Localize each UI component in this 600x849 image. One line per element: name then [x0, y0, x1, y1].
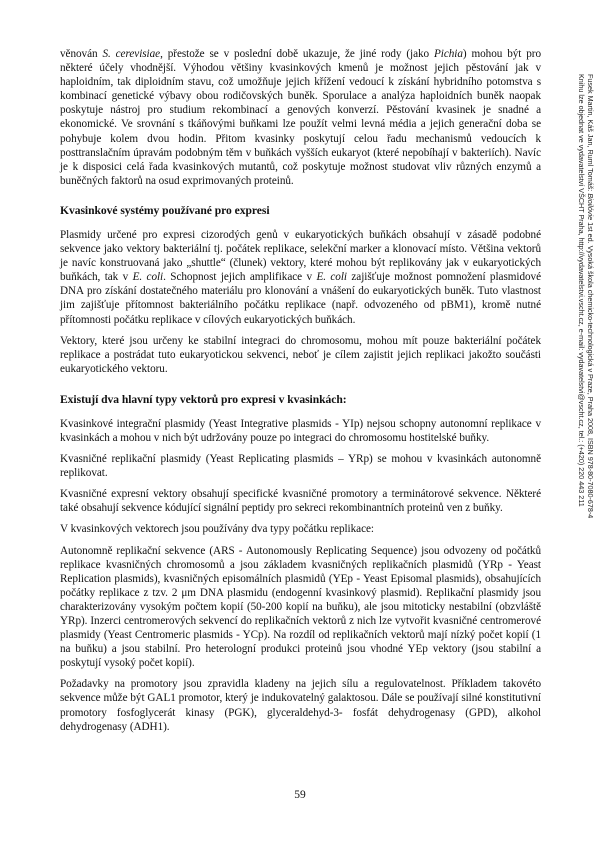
text-run: , přestože se v poslední době ukazuje, že jiné rody (jako: [160, 48, 434, 60]
text-run: ) mohou být pro některé účely vhodnější. Výhodou většiny kvasinkových kmenů je možnost jejich pěstování jak v haploidním, tak diploidním stavu, což umožňuje jejich křížení vedoucí k získání hybridního potomstva s kombinací genetické výbavy obou rodičovských buněk. Sporulace a analýza haploidních buněk naopak poskytuje nástroj pro studium rekombinací a genových konverzí. Pěstování kvasinek je snadné a ekonomické. Ve srovnání s tkáňovými buňkami lze použít velmi levná média a jejich generační doba se pohybuje kolem dvou hodin. Přitom kvasinky poskytují celou řadu mechanismů vedoucích k posttranslačním úpravám podobným těm v buňkách vyšších eukaryot (které nepobíhají v bakteriích). Navíc je k disposici celá řada kvasinkových mutantů, což poskytuje možnost studovat vliv různých enzymů a buněčných faktorů na osud exprimovaných proteinů.: [60, 48, 542, 187]
paragraph-replication-origins: V kvasinkových vektorech jsou používány dva typy počátku replikace:: [60, 523, 374, 536]
paragraph-intro: [60, 47, 541, 188]
side-citation-note: [573, 74, 595, 774]
paragraph-promoters: Požadavky na promotory jsou zpravidla kladeny na jejich sílu a regulovatelnost. Příkladem takovéto sekvence může být GAL1 promotor, který je indukovatelný galaktosou. Dále se používají silné konstitutivní promotory fosfoglycerát kinasy (PGK), glyceraldehyd-3- fosfát dehydrogenasy (GPD), alkohol dehydrogenasy (ADH1).: [60, 678, 541, 733]
text-run: zajišťuje možnost pomnožení plasmidové DNA pro získání dostatečného materiálu pro klonování a vnášení do eukaryotických buněk. Tuto vlastnost jim zajišťuje přítomnost bakteriálního počátku replikace (např. odvozeného od pBM1), kromě nutné přítomnosti počátku replikace v cílových eukaryotických buňkách.: [60, 271, 542, 326]
section-heading-expression-systems: Kvasinkové systémy používané pro expresi: [60, 203, 270, 217]
paragraph-expression-vectors: Kvasničné expresní vektory obsahují specifické kvasničné promotory a terminátorové sekvence. Některé také obsahují sekvence kódující signální peptidy pro sekreci rekombinantních proteinů ven z buňky.: [60, 488, 541, 515]
text-run: 1st ed. Vysoká škola chemicko-technologická v Praze, Praha 2008, ISBN 978-80-7080-678-4: [586, 220, 595, 519]
paragraph-yip: Kvasinkové integrační plasmidy (Yeast Integrative plasmids - YIp) nejsou schopny autonomní replikace v kvasinkách a mohou v nich být udržovány pouze po integraci do chromosomu hostitelské buňky.: [60, 417, 541, 444]
paragraph-ars: Autonomně replikační sekvence (ARS - Autonomously Replicating Sequence) jsou odvozeny od počátků replikace kvasničných chromosomů a jsou základem kvasničných replikačních plasmidů (YRp - Yeast Replication plasmids), kvasničných episomálních plasmidů (YEp - Yeast Episomal plasmids), obsahujících počátky replikace z tzv. 2 μm DNA plasmidu (endogenní kvasinkový plasmid). Replikační plasmidy jsou charakterizovány vysokým počtem kopií (50-200 kopií na buňku), ale jsou mitoticky nestabilní (obzvláště YRp). Inzerci centromerových sekvencí do replikačních vektorů z nich lze vytvořit kvasničné centromerové plasmidy (Yeast Centromeric plasmids - YCp). Na rozdíl od replikačních vektorů mají nízký počet kopií (1 na buňku) a jsou stabilní. Pro heterologní produkci proteinů jsou vhodné YEp vektory (jsou stabilní a poskytují vysoký počet kopií).: [60, 544, 541, 670]
paragraph-yrp: Kvasničné replikační plasmidy (Yeast Replicating plasmids – YRp) se mohou v kvasinkách autonomně replikovat.: [60, 453, 541, 480]
text-run: Plasmidy určené pro expresi cizorodých genů v eukaryotických buňkách obsahují v zásadě podobné sekvence jako vektory bakteriální tj. počátek replikace, selekční marker a klonovací místo. Většina vektorů je navíc konstruovaná jako „shuttle“ (člunek) vektory, které mohou být replikovány jak v eukaryotických buňkách, tak v: [60, 228, 541, 284]
section-heading-vector-types: Existují dva hlavní typy vektorů pro expresi v kvasinkách:: [60, 392, 347, 406]
species-name: E. coli: [316, 271, 347, 284]
ordering-info-line: Knihu lze objednat ve vydavatelství VŠCHT Praha, http://vydavatelstvi.vscht.cz, e-mail: vydavatelstvi@vscht.cz, tel.: (+420) 220 443 211: [576, 74, 586, 507]
species-name: S. cerevisiae: [102, 48, 161, 60]
page-number: 59: [294, 789, 306, 801]
book-title: Bioilóvie: [586, 193, 595, 221]
text-run: věnován: [60, 48, 103, 60]
text-run: Fusek Martin, Káš Jan, Ruml Tomáš:: [586, 74, 595, 194]
text-run: . Schopnost jejich amplifikace v: [163, 271, 317, 284]
paragraph-integration-vectors: Vektory, které jsou určeny ke stabilní integraci do chromosomu, mohou mít pouze bakteriální počátek replikace a postrádat tuto eukaryotickou sekvenci, neboť je cílem zajistit jejich replikaci jakožto součásti eukaryotického vektoru.: [60, 334, 541, 375]
paragraph-plasmids: [60, 228, 541, 327]
page-body: [60, 47, 541, 741]
genus-name: Pichia: [434, 48, 463, 60]
citation-line: [586, 74, 595, 774]
species-name: E. coli: [132, 271, 164, 284]
